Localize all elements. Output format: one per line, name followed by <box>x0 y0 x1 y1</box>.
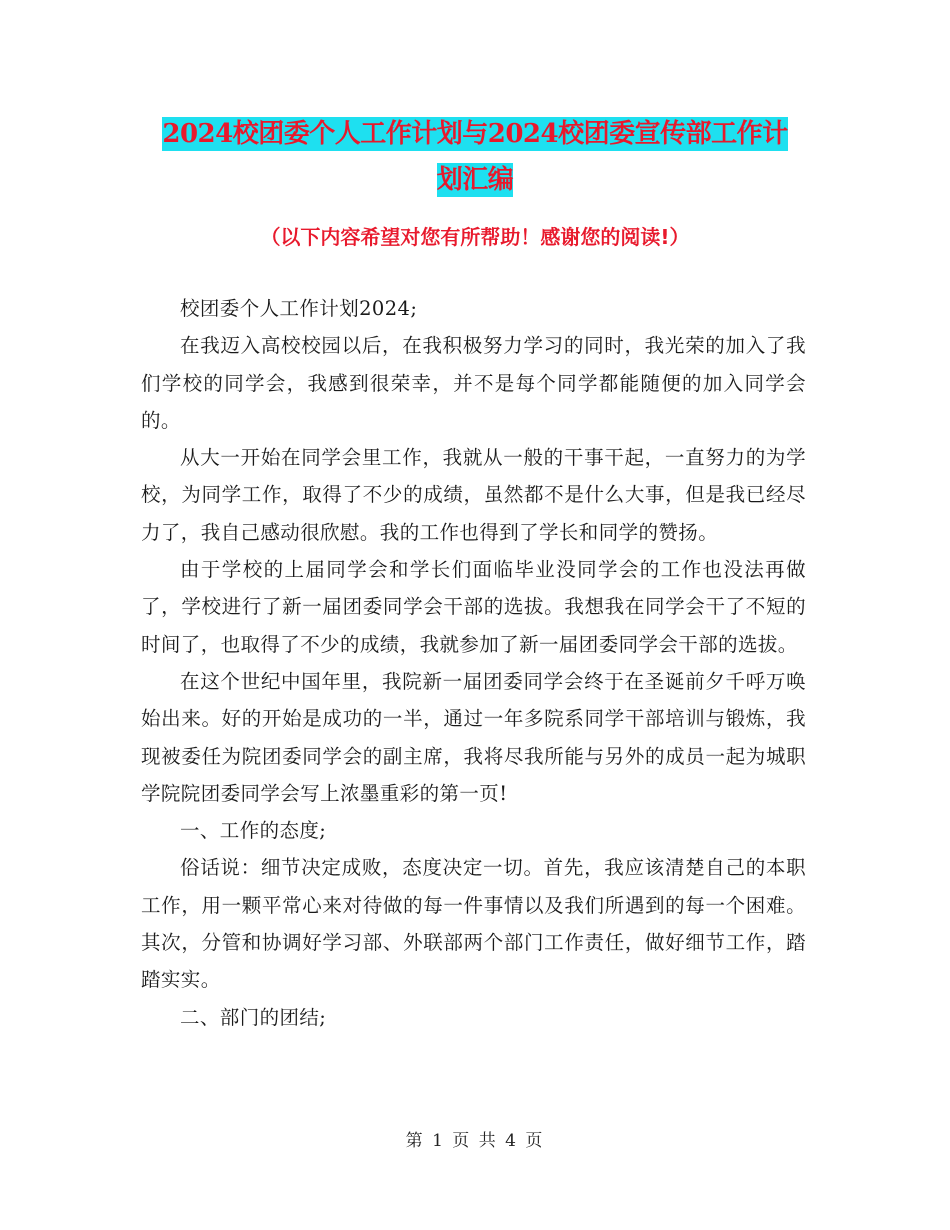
section-heading: 二、部门的团结; <box>180 1005 327 1029</box>
paragraph: 在我迈入高校校园以后，在我积极努力学习的同时，我光荣的加入了我们学校的同学会，我感到很荣幸，并不是每个同学都能随便的加入同学会的。 <box>141 334 806 432</box>
section-heading: 一、工作的态度; <box>180 819 327 843</box>
title-line-2: 划汇编 <box>436 165 514 195</box>
page-number-footer: 第 1 页 共 4 页 <box>405 1131 545 1151</box>
paragraph: 从大一开始在同学会里工作，我就从一般的干事干起，一直努力的为学校，为同学工作，取得了不少的成绩，虽然都不是什么大事，但是我已经尽力了，我自己感动很欣慰。我的工作也得到了学长和同学的赞扬。 <box>141 446 806 544</box>
title-line-1: 2024校团委个人工作计划与2024校团委宣传部工作计 <box>162 119 788 149</box>
paragraph: 俗话说：细节决定成败，态度决定一切。首先，我应该清楚自己的本职工作，用一颗平常心来对待做的每一件事情以及我们所遇到的每一个困难。其次，分管和协调好学习部、外联部两个部门工作责任，做好细节工作，踏踏实实。 <box>141 856 806 992</box>
document-body <box>141 290 806 1036</box>
paragraph: 由于学校的上届同学会和学长们面临毕业没同学会的工作也没法再做了，学校进行了新一届团委同学会干部的选拔。我想我在同学会干了不短的时间了，也取得了不少的成绩，我就参加了新一届团委同学会干部的选拔。 <box>141 558 806 656</box>
document-title <box>0 111 950 203</box>
paragraph: 在这个世纪中国年里，我院新一届团委同学会终于在圣诞前夕千呼万唤始出来。好的开始是成功的一半，通过一年多院系同学干部培训与锻炼，我现被委任为院团委同学会的副主席，我将尽我所能与另外的成员一起为城职学院院团委同学会写上浓墨重彩的第一页! <box>141 669 806 805</box>
paragraph: 校团委个人工作计划2024; <box>180 297 418 320</box>
document-subtitle: （以下内容希望对您有所帮助！感谢您的阅读!） <box>260 225 690 249</box>
